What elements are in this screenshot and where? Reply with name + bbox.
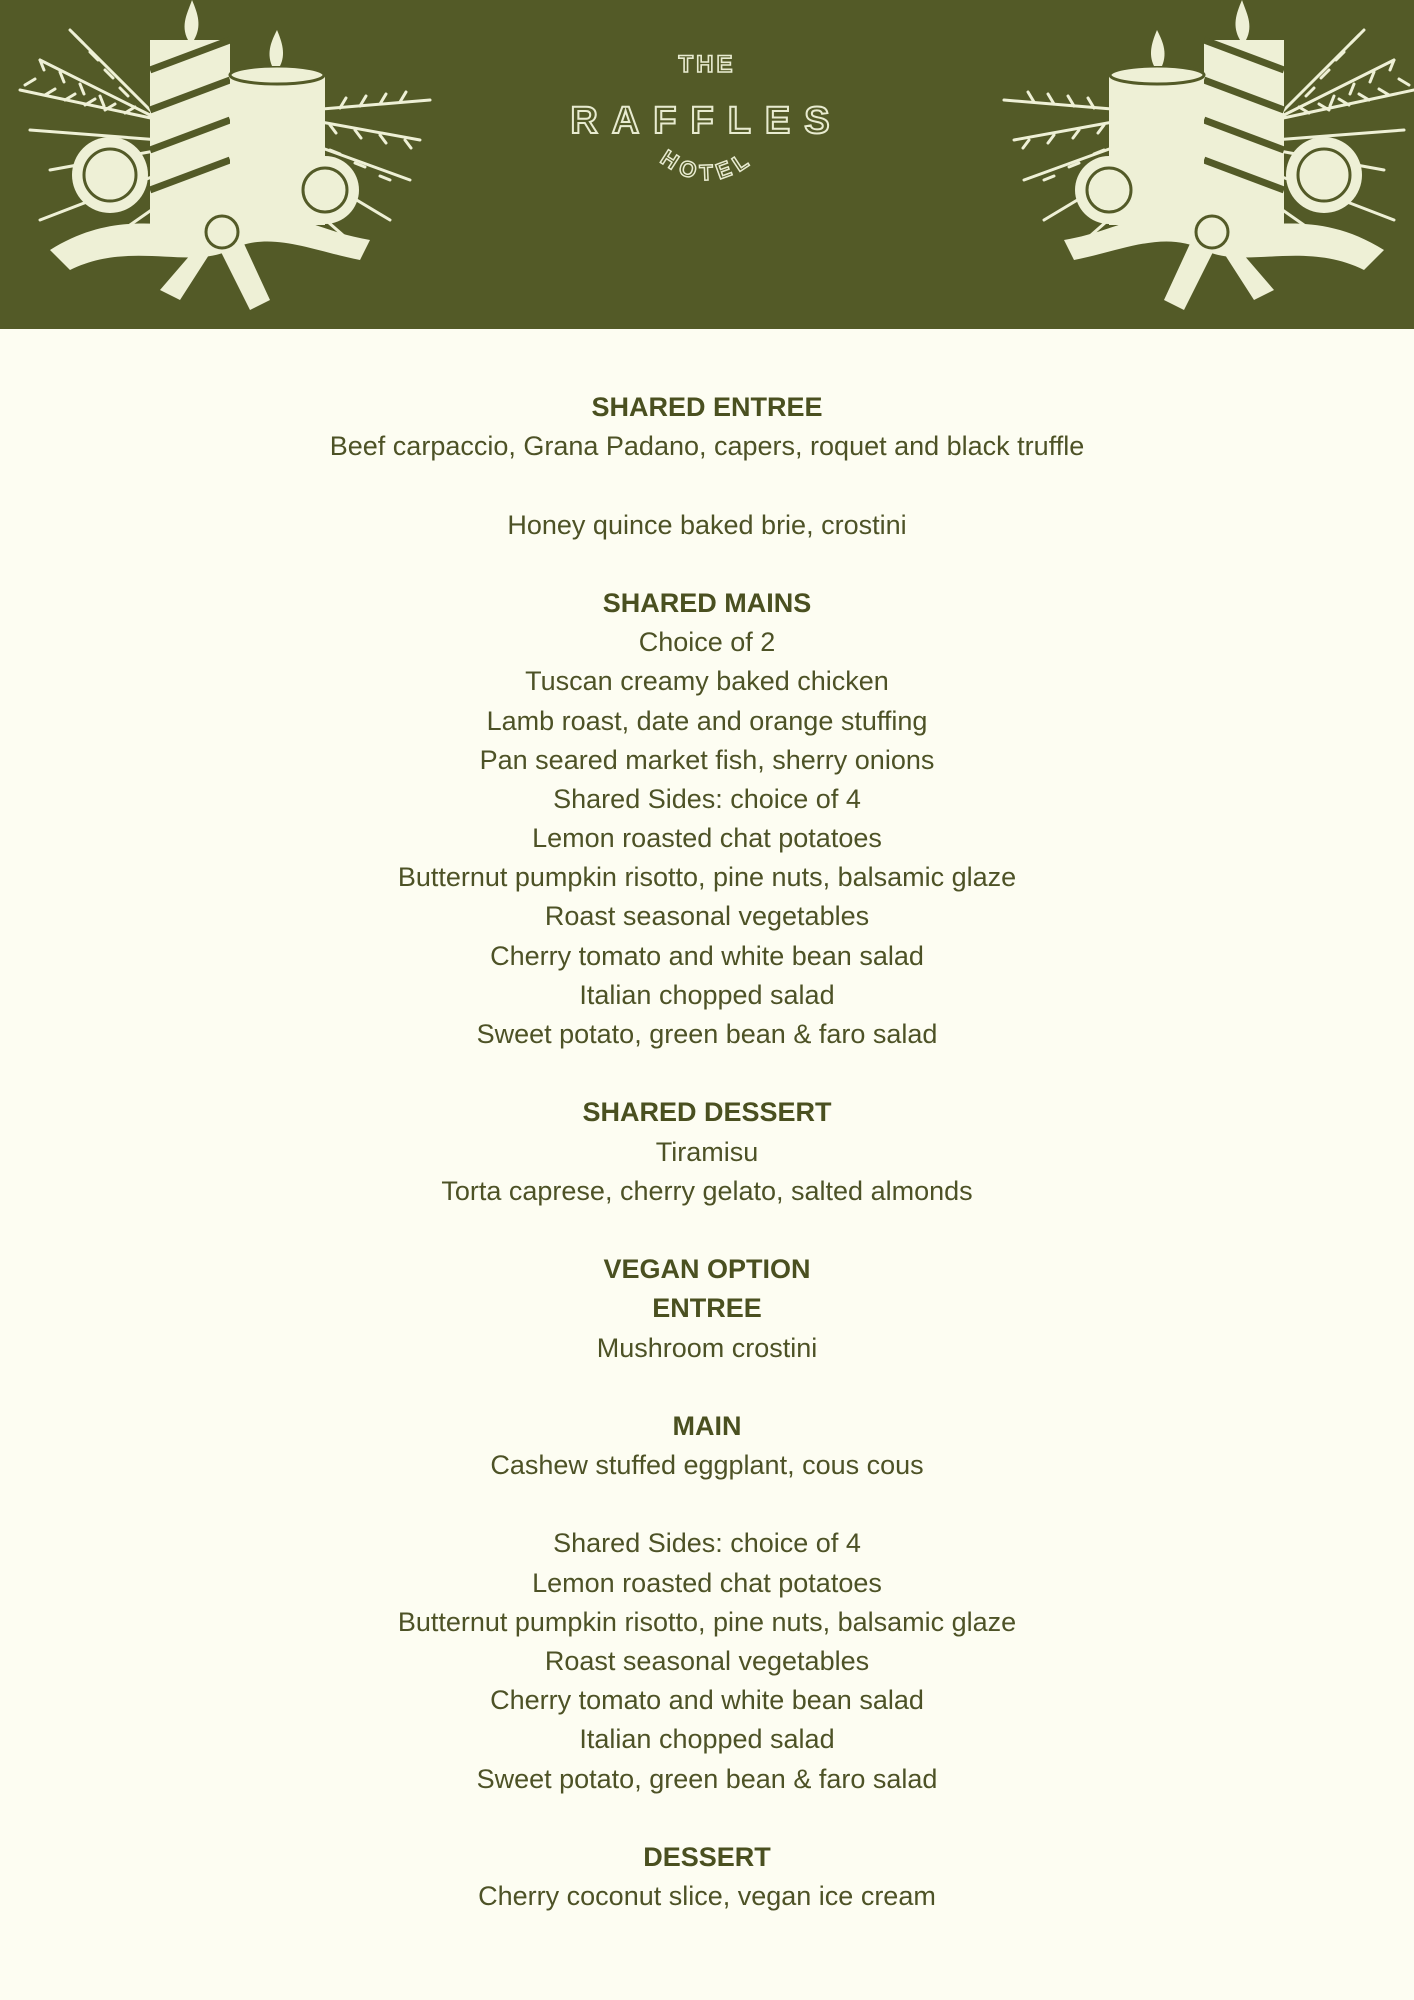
side-item: Butternut pumpkin risotto, pine nuts, balsamic glaze — [397, 1606, 1017, 1637]
side-item: Lemon roasted chat potatoes — [532, 823, 882, 854]
menu-item: Honey quince baked brie, crostini — [507, 509, 907, 540]
menu-item: Lamb roast, date and orange stuffing — [486, 705, 928, 736]
menu-item: Beef carpaccio, Grana Padano, capers, roquet and black truffle — [329, 431, 1085, 462]
side-item: Italian chopped salad — [579, 979, 835, 1010]
menu — [0, 388, 1414, 1916]
menu-item: Cherry coconut slice, vegan ice cream — [478, 1881, 936, 1912]
svg-text:HOTEL — [656, 145, 757, 186]
menu-item: Mushroom crostini — [596, 1332, 818, 1363]
header-banner — [0, 0, 1414, 329]
section-heading-vegan-option: VEGAN OPTION — [603, 1254, 811, 1285]
section-heading-vegan-dessert: DESSERT — [643, 1841, 771, 1872]
hotel-logo — [557, 40, 857, 210]
logo-the: THE — [678, 51, 736, 78]
side-item: Cherry tomato and white bean salad — [490, 1685, 924, 1716]
choice-note: Choice of 2 — [638, 627, 776, 658]
section-heading-vegan-main: MAIN — [672, 1410, 742, 1441]
menu-item: Tiramisu — [655, 1136, 759, 1167]
section-heading-shared-entree: SHARED ENTREE — [591, 392, 823, 422]
side-item: Sweet potato, green bean & faro salad — [476, 1019, 938, 1049]
side-item: Lemon roasted chat potatoes — [532, 1567, 882, 1598]
logo-hotel: HOTEL — [656, 144, 758, 186]
logo-name: RAFFLES — [570, 100, 844, 142]
side-item: Roast seasonal vegetables — [544, 1646, 870, 1676]
menu-item: Pan seared market fish, sherry onions — [479, 744, 935, 775]
side-item: Butternut pumpkin risotto, pine nuts, balsamic glaze — [397, 862, 1017, 893]
side-item: Roast seasonal vegetables — [544, 901, 870, 932]
side-item: Italian chopped salad — [579, 1724, 835, 1755]
side-item: Cherry tomato and white bean salad — [490, 940, 924, 971]
section-heading-vegan-entree: ENTREE — [652, 1293, 762, 1324]
candles-wreath-icon — [994, 0, 1414, 320]
sides-note: Shared Sides: choice of 4 — [553, 783, 861, 814]
side-item: Sweet potato, green bean & faro salad — [476, 1763, 938, 1794]
sides-note: Shared Sides: choice of 4 — [553, 1528, 861, 1559]
section-heading-shared-dessert: SHARED DESSERT — [582, 1097, 832, 1128]
menu-item: Torta caprese, cherry gelato, salted almonds — [441, 1175, 973, 1206]
menu-item: Cashew stuffed eggplant, cous cous — [490, 1450, 924, 1481]
menu-item: Tuscan creamy baked chicken — [525, 666, 889, 697]
section-heading-shared-mains: SHARED MAINS — [602, 587, 812, 618]
candles-wreath-icon — [10, 0, 440, 320]
